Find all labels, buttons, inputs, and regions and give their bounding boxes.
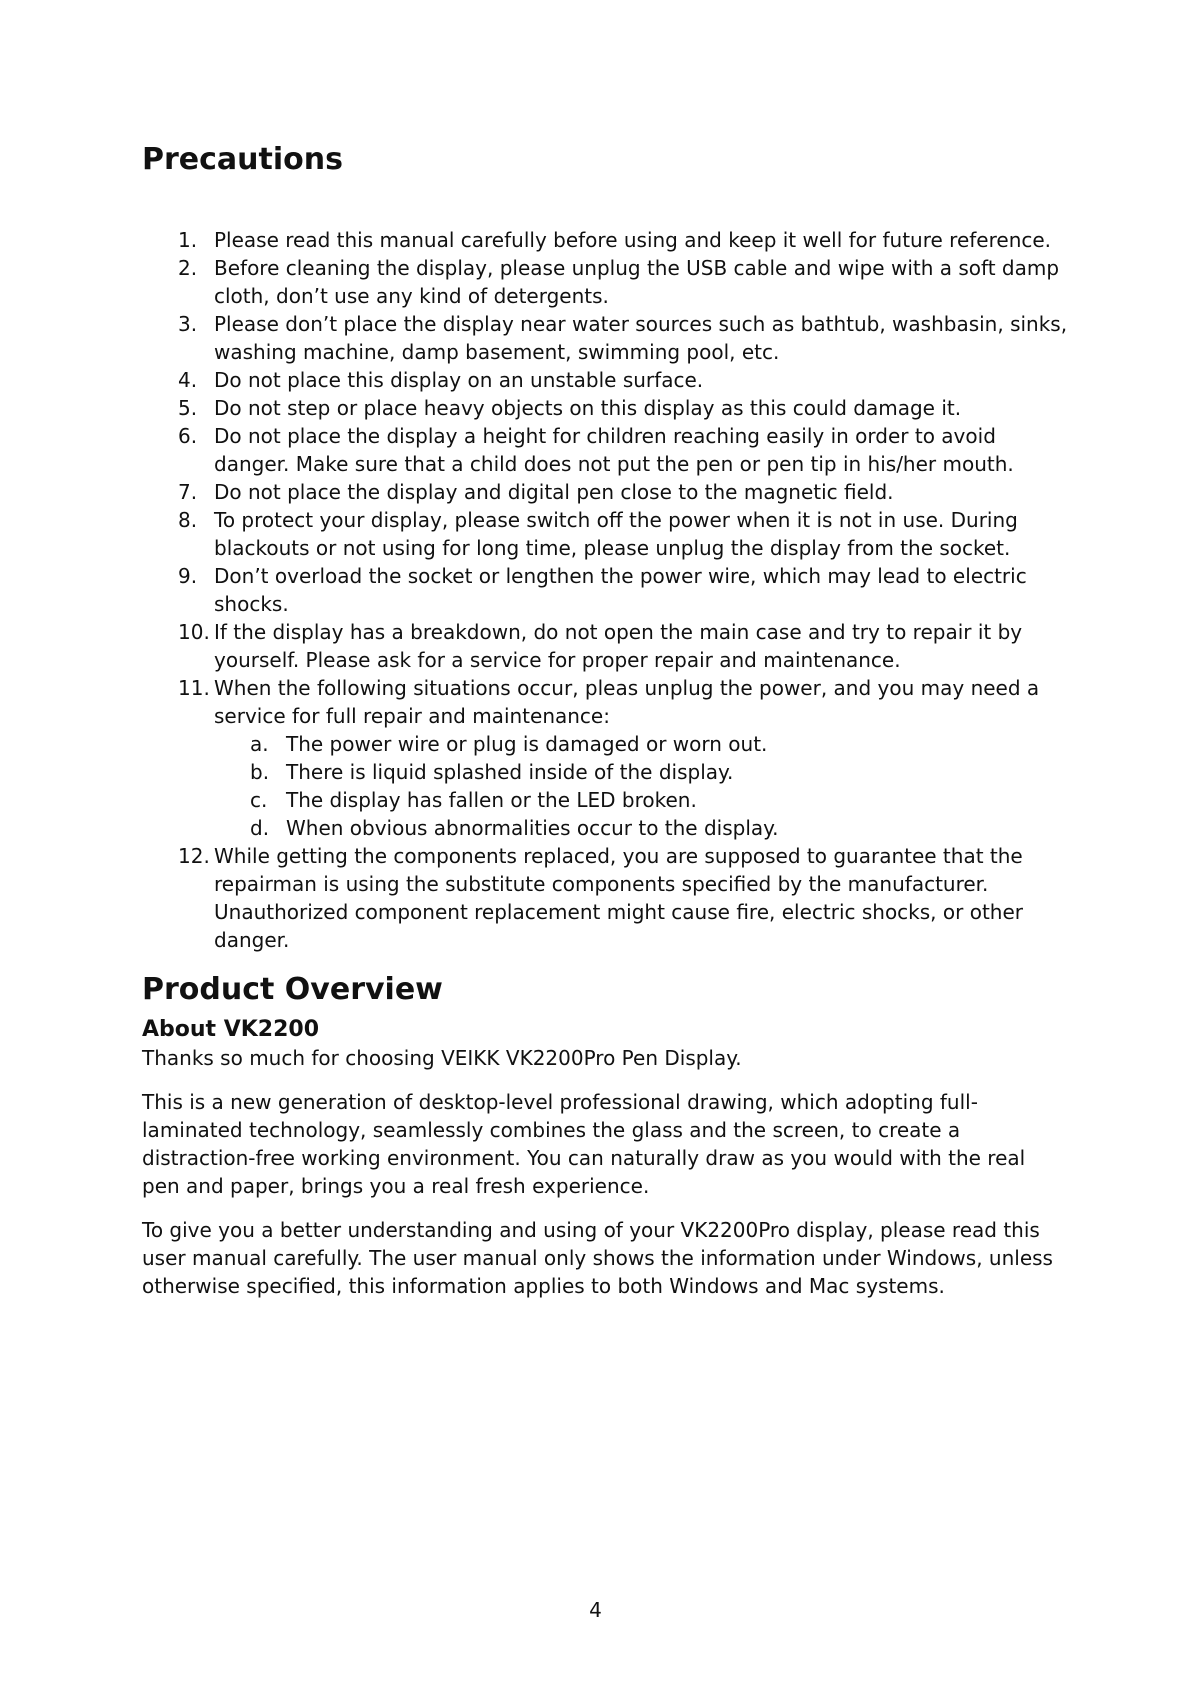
sub-item-letter: b.: [250, 760, 270, 784]
item-text: When the following situations occur, pleas unplug the power, and you may need a service for full repair and maintenance:: [214, 676, 1040, 728]
item-number: 1.: [178, 228, 198, 252]
list-item: [0, 478, 1074, 506]
item-text: Do not step or place heavy objects on this display as this could damage it.: [214, 396, 962, 420]
sub-item-letter: d.: [250, 816, 270, 840]
item-text: Do not place the display and digital pen close to the magnetic field.: [214, 480, 894, 504]
item-number: 5.: [178, 396, 198, 420]
sub-list-item: [214, 758, 1074, 786]
sub-item-letter: c.: [250, 788, 268, 812]
list-item: [0, 506, 1074, 562]
sub-list-item: [214, 786, 1074, 814]
list-item: [0, 366, 1074, 394]
item-text: Before cleaning the display, please unplug the USB cable and wipe with a soft damp cloth, don’t use any kind of detergents.: [214, 256, 1060, 308]
item-text: Please don’t place the display near water sources such as bathtub, washbasin, sinks, washing machine, damp basement, swimming pool, etc.: [214, 312, 1068, 364]
item-number: 8.: [178, 508, 198, 532]
list-item: [0, 674, 1074, 842]
item-text: If the display has a breakdown, do not open the main case and try to repair it by yourself. Please ask for a service for proper repair and maintenance.: [214, 620, 1023, 672]
item-text: Do not place this display on an unstable surface.: [214, 368, 704, 392]
list-item: [0, 226, 1074, 254]
item-text: While getting the components replaced, you are supposed to guarantee that the repairman is using the substitute components specified by the manufacturer. Unauthorized component replacement might cause fire, electric shocks, or other danger.: [214, 844, 1023, 952]
about-vk2200-subheading: About VK2200: [142, 1017, 320, 1042]
overview-paragraph: This is a new generation of desktop-level professional drawing, which adopting full-laminated technology, seamlessly combines the glass and the screen, to create a distraction-free working environment. You can naturally draw as you would with the real pen and paper, brings you a real fresh experience.: [142, 1090, 1026, 1198]
sub-item-text: The display has fallen or the LED broken.: [286, 788, 697, 812]
item-text: Don’t overload the socket or lengthen the power wire, which may lead to electric shocks.: [214, 564, 1027, 616]
item-text: To protect your display, please switch off the power when it is not in use. During blackouts or not using for long time, please unplug the display from the socket.: [214, 508, 1018, 560]
list-item: [0, 562, 1074, 618]
sub-list-item: [214, 814, 1074, 842]
item-number: 9.: [178, 564, 198, 588]
list-item: [0, 310, 1074, 366]
item-number: 6.: [178, 424, 198, 448]
overview-paragraph: To give you a better understanding and using of your VK2200Pro display, please read this user manual carefully. The user manual only shows the information under Windows, unless otherwise specified, this information applies to both Windows and Mac systems.: [142, 1218, 1053, 1298]
list-item: [0, 422, 1074, 478]
sub-list: [214, 730, 1074, 842]
sub-item-letter: a.: [250, 732, 269, 756]
item-number: 11.: [178, 676, 210, 700]
item-text: Please read this manual carefully before using and keep it well for future reference.: [214, 228, 1052, 252]
item-number: 10.: [178, 620, 210, 644]
precautions-heading: Precautions: [142, 142, 343, 177]
item-number: 2.: [178, 256, 198, 280]
precautions-list: [0, 226, 1191, 954]
list-item: [0, 394, 1074, 422]
item-number: 7.: [178, 480, 198, 504]
product-overview-heading: Product Overview: [142, 972, 443, 1007]
item-number: 3.: [178, 312, 198, 336]
list-item: [0, 618, 1074, 674]
item-text: Do not place the display a height for children reaching easily in order to avoid danger. Make sure that a child does not put the pen or pen tip in his/her mouth.: [214, 424, 1014, 476]
item-number: 4.: [178, 368, 198, 392]
sub-item-text: When obvious abnormalities occur to the display.: [286, 816, 779, 840]
sub-item-text: The power wire or plug is damaged or worn out.: [286, 732, 768, 756]
sub-item-text: There is liquid splashed inside of the display.: [286, 760, 734, 784]
page-number: 4: [589, 1598, 602, 1622]
sub-list-item: [214, 730, 1074, 758]
list-item: [0, 842, 1074, 954]
overview-paragraph: Thanks so much for choosing VEIKK VK2200Pro Pen Display.: [142, 1046, 742, 1070]
list-item: [0, 254, 1074, 310]
item-number: 12.: [178, 844, 210, 868]
